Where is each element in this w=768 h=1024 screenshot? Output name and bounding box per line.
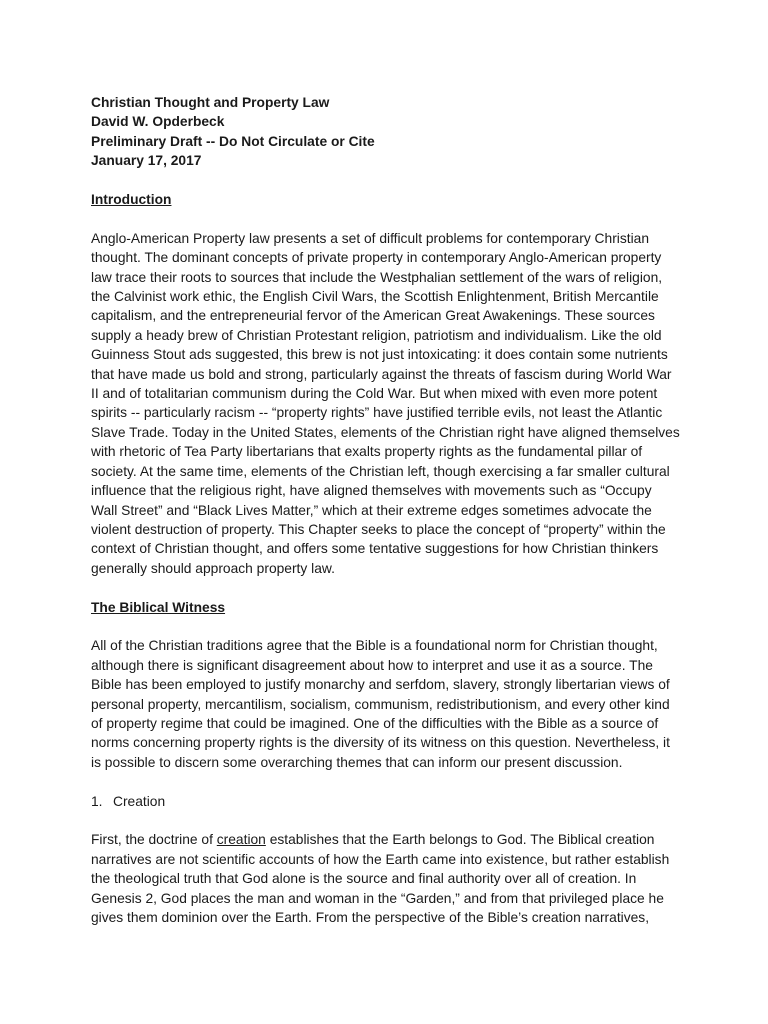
biblical-witness-heading: The Biblical Witness [91, 599, 226, 615]
document-header [91, 93, 681, 171]
document-title: Christian Thought and Property Law [91, 95, 330, 110]
draft-notice: Preliminary Draft -- Do Not Circulate or Cite [91, 133, 375, 149]
document-author: David W. Opderbeck [91, 114, 225, 130]
creation-text-after: establishes that the Earth belongs to God. The Biblical creation narratives are not scientific accounts of how the Earth came into existence, but rather establish the theological truth that God alone is the source and final authority over all of creation. In Genesis 2, God places the man and woman in the “Garden,” and from that privileged place he gives them dominion over the Earth. From the perspective of the Bible’s creation narratives, [91, 832, 670, 925]
document-page [91, 93, 681, 947]
creation-paragraph [91, 830, 681, 927]
document-date: January 17, 2017 [91, 153, 202, 169]
biblical-witness-paragraph: All of the Christian traditions agree that the Bible is a foundational norm for Christian thought, although there is significant disagreement about how to interpret and use it as a source. The Bible has been employed to justify monarchy and serfdom, slavery, strongly libertarian views of personal property, mercantilism, socialism, communism, redistributionism, and every other kind of property regime that could be imagined. One of the difficulties with the Bible as a source of norms concerning property rights is the diversity of its witness on this question. Nevertheless, it is possible to discern some overarching themes that can inform our present discussion. [91, 638, 670, 770]
creation-list-number: 1. [91, 793, 103, 809]
creation-list-label: Creation [113, 793, 166, 809]
creation-term: creation [216, 832, 266, 848]
creation-list-item [91, 792, 681, 811]
creation-text-before: First, the doctrine of [91, 832, 217, 848]
introduction-heading: Introduction [91, 192, 172, 208]
introduction-paragraph: Anglo-American Property law presents a set of difficult problems for contemporary Christian thought. The dominant concepts of private property in contemporary Anglo-American property law trace their roots to sources that include the Westphalian settlement of the wars of religion, the Calvinist work ethic, the English Civil Wars, the Scottish Enlightenment, British Mercantile capitalism, and the entrepreneurial fervor of the American Great Awakenings. These sources supply a heady brew of Christian Protestant religion, patriotism and individualism. Like the old Guinness Stout ads suggested, this brew is not just intoxicating: it does contain some nutrients that have made us bold and strong, particularly against the threats of fascism during World War II and of totalitarian communism during the Cold War. But when mixed with even more potent spirits -- particularly racism -- “property rights” have justified terrible evils, not least the Atlantic Slave Trade. Today in the United States, elements of the Christian right have aligned themselves with rhetoric of Tea Party libertarians that exalts property rights as the fundamental pillar of society. At the same time, elements of the Christian left, though exercising a far smaller cultural influence that the religious right, have aligned themselves with movements such as “Occupy Wall Street” and “Black Lives Matter,” which at their extreme edges sometimes advocate the violent destruction of property. This Chapter seeks to place the concept of “property” within the context of Christian thought, and offers some tentative suggestions for how Christian thinkers generally should approach property law. [91, 230, 680, 576]
